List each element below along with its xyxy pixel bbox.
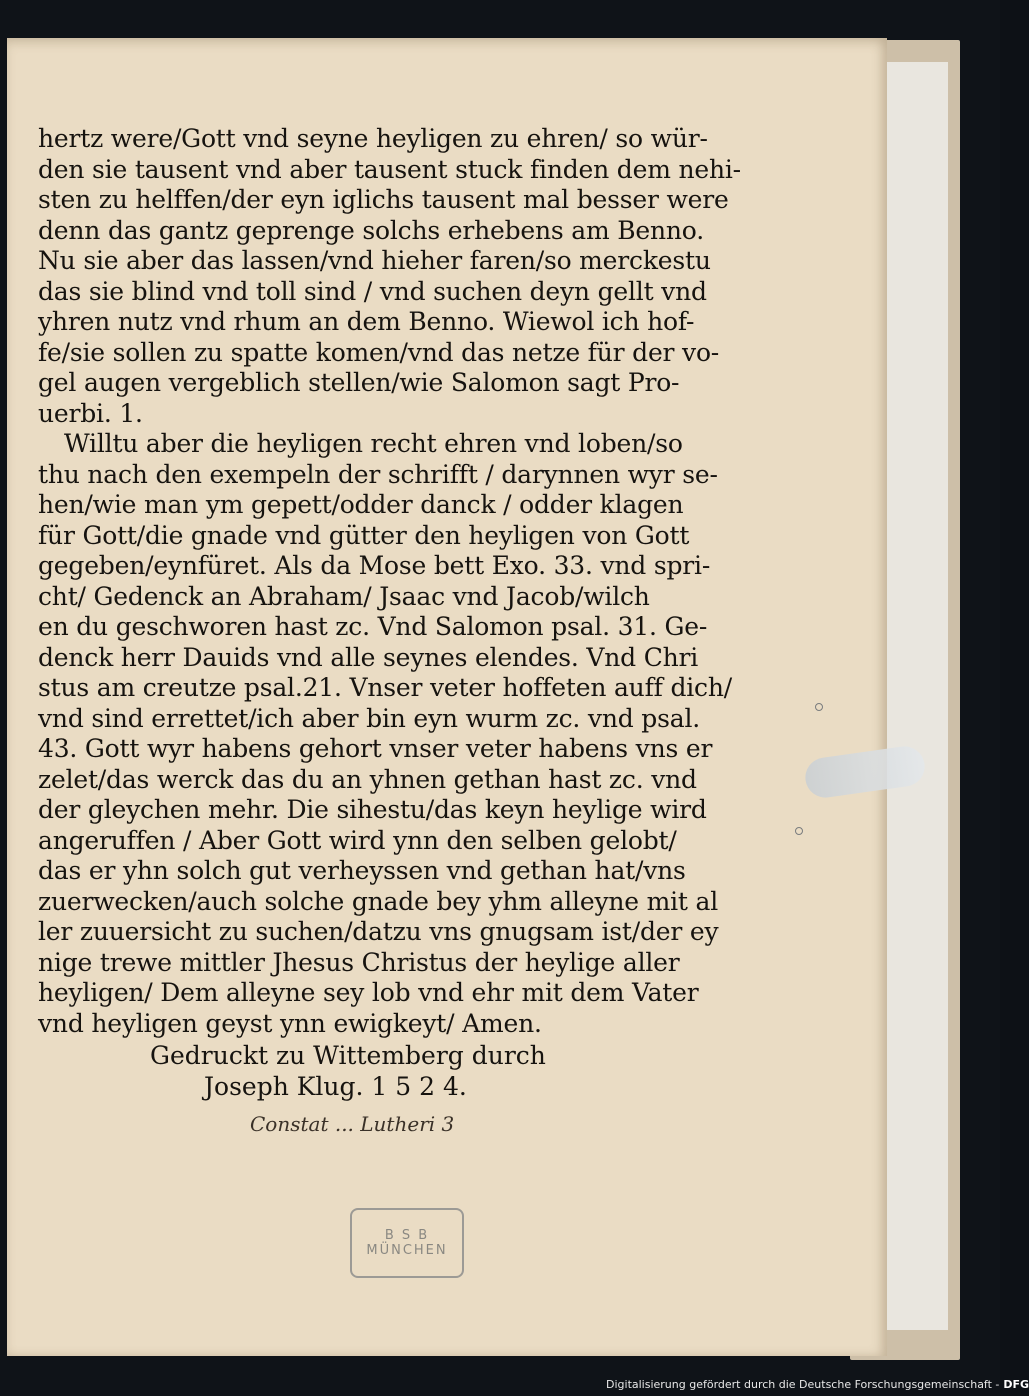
text-line: denn das gantz geprenge solchs erhebens am Benno. bbox=[38, 215, 704, 245]
colophon-line: Joseph Klug. 1 5 2 4. bbox=[204, 1072, 467, 1101]
text-line: hen/wie man ym gepett/odder danck / odder klagen bbox=[38, 490, 684, 519]
text-line: sten zu helffen/der eyn iglichs tausent mal besser were bbox=[38, 185, 729, 214]
text-line: den sie tausent vnd aber tausent stuck finden dem nehi- bbox=[38, 154, 741, 184]
paper-insert bbox=[885, 62, 948, 1330]
body-text bbox=[38, 124, 741, 1039]
dfg-logo: DFG bbox=[1003, 1378, 1029, 1391]
text-line: für Gott/die gnade vnd gütter den heyligen von Gott bbox=[38, 520, 690, 550]
text-line: yhren nutz vnd rhum an dem Benno. Wiewol ich hof- bbox=[38, 307, 695, 336]
handwritten-note: Constat ... Lutheri 3 bbox=[250, 1112, 455, 1136]
stamp-line: B S B bbox=[384, 1228, 430, 1243]
stamp-line: MÜNCHEN bbox=[366, 1243, 448, 1258]
text-line: zuerwecken/auch solche gnade bey yhm alleyne mit al bbox=[38, 886, 719, 916]
text-line: uerbi. 1. bbox=[38, 398, 143, 428]
footer-text: Digitalisierung gefördert durch die Deutsche Forschungsgemeinschaft - bbox=[606, 1378, 1000, 1391]
colophon-line: Gedruckt zu Wittemberg durch bbox=[150, 1041, 546, 1070]
hole-mark bbox=[815, 703, 823, 711]
text-line: nige trewe mittler Jhesus Christus der heylige aller bbox=[38, 947, 680, 977]
text-line: gegeben/eynfüret. Als da Mose bett Exo. 33. vnd spri- bbox=[38, 551, 711, 580]
text-line: der gleychen mehr. Die sihestu/das keyn heylige wird bbox=[38, 795, 707, 824]
text-line: thu nach den exempeln der schrifft / darynnen wyr se- bbox=[38, 459, 718, 489]
text-line: zelet/das werck das du an yhnen gethan hast zc. vnd bbox=[38, 764, 697, 794]
text-line: heyligen/ Dem alleyne sey lob vnd ehr mit dem Vater bbox=[38, 978, 699, 1007]
text-line: 43. Gott wyr habens gehort vnser veter habens vns er bbox=[38, 734, 713, 763]
library-stamp bbox=[350, 1208, 464, 1278]
footer-credit bbox=[606, 1378, 1029, 1391]
text-line: Nu sie aber das lassen/vnd hieher faren/so merckestu bbox=[38, 246, 711, 275]
text-line: Willtu aber die heyligen recht ehren vnd loben/so bbox=[64, 429, 683, 458]
text-line: gel augen vergeblich stellen/wie Salomon sagt Pro- bbox=[38, 368, 680, 397]
text-line: cht/ Gedenck an Abraham/ Jsaac vnd Jacob/wilch bbox=[38, 581, 650, 611]
hole-mark bbox=[795, 827, 803, 835]
text-line: vnd heyligen geyst ynn ewigkeyt/ Amen. bbox=[38, 1008, 542, 1038]
text-line: angeruffen / Aber Gott wird ynn den selben gelobt/ bbox=[38, 825, 677, 855]
text-line: ler zuuersicht zu suchen/datzu vns gnugsam ist/der ey bbox=[38, 917, 719, 946]
text-line: en du geschworen hast zc. Vnd Salomon psal. 31. Ge- bbox=[38, 612, 708, 641]
text-line: das sie blind vnd toll sind / vnd suchen deyn gellt vnd bbox=[38, 276, 707, 306]
text-line: das er yhn solch gut verheyssen vnd gethan hat/vns bbox=[38, 856, 686, 885]
colophon bbox=[150, 1040, 546, 1102]
text-line: vnd sind errettet/ich aber bin eyn wurm zc. vnd psal. bbox=[38, 703, 700, 733]
text-line: hertz were/Gott vnd seyne heyligen zu ehren/ so wür- bbox=[38, 124, 708, 153]
text-line: denck herr Dauids vnd alle seynes elendes. Vnd Chri bbox=[38, 642, 699, 672]
text-line: fe/sie sollen zu spatte komen/vnd das netze für der vo- bbox=[38, 337, 720, 367]
text-line: stus am creutze psal.21. Vnser veter hoffeten auff dich/ bbox=[38, 673, 732, 702]
